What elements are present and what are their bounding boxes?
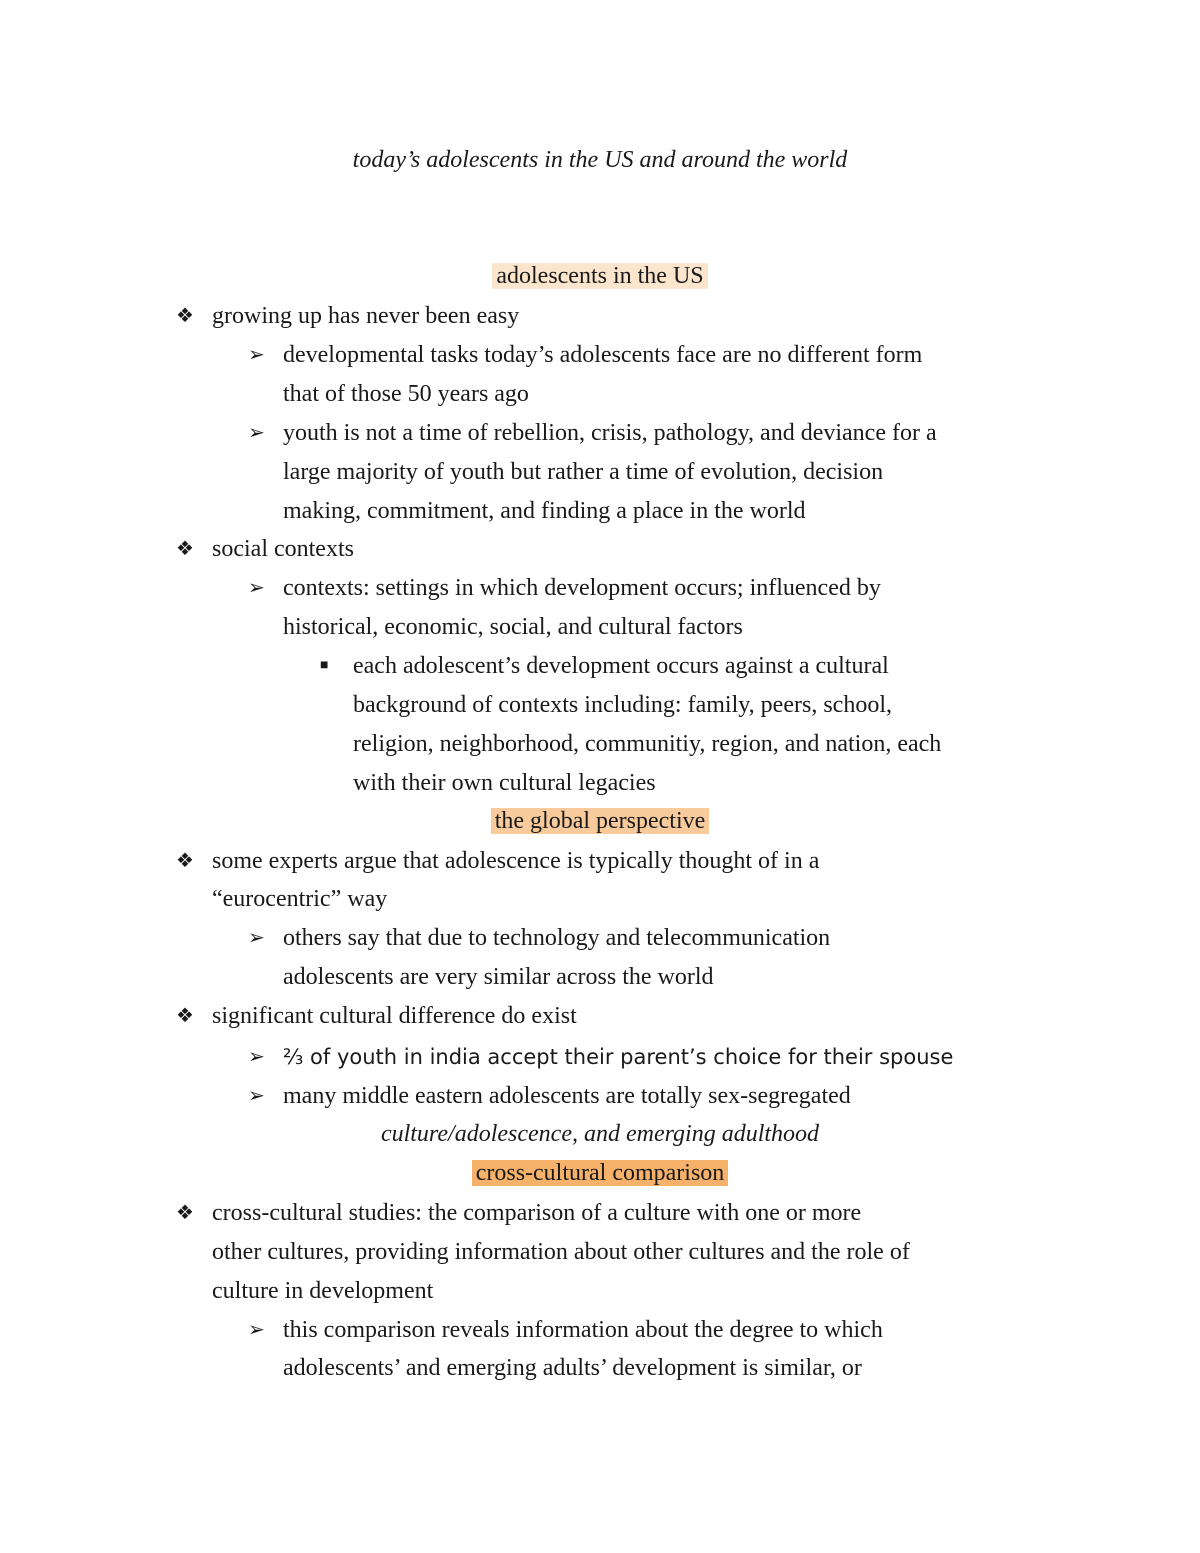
arrow-bullet-icon: ➢ — [248, 1319, 265, 1341]
sub-bullet-text: contexts: settings in which development occurs; influenced by — [283, 575, 881, 601]
diamond-bullet-icon: ❖ — [176, 1202, 194, 1224]
section-heading-global — [0, 805, 1200, 837]
arrow-bullet-icon: ➢ — [248, 422, 265, 444]
diamond-bullet-icon: ❖ — [176, 1005, 194, 1027]
arrow-bullet-icon: ➢ — [248, 1085, 265, 1107]
bullet-text: social contexts — [212, 536, 354, 562]
bullet-text: culture in development — [212, 1278, 434, 1304]
diamond-bullet-icon: ❖ — [176, 305, 194, 327]
sub-bullet-text: historical, economic, social, and cultural factors — [283, 614, 743, 640]
diamond-bullet-icon: ❖ — [176, 538, 194, 560]
section-heading-us — [0, 260, 1200, 292]
sub-sub-bullet-text: each adolescent’s development occurs against a cultural — [353, 653, 889, 679]
section-subtitle: culture/adolescence, and emerging adulthood — [380, 1121, 820, 1147]
arrow-bullet-icon: ➢ — [248, 344, 265, 366]
bullet-text: growing up has never been easy — [212, 303, 520, 329]
bullet-text: other cultures, providing information about other cultures and the role of — [212, 1239, 910, 1265]
bullet-text: significant cultural difference do exist — [212, 1003, 577, 1029]
arrow-bullet-icon: ➢ — [248, 927, 265, 949]
sub-bullet-text: that of those 50 years ago — [283, 381, 529, 407]
sub-bullet-text: making, commitment, and finding a place in the world — [283, 498, 806, 524]
sub-bullet-text: developmental tasks today’s adolescents face are no different form — [283, 342, 923, 368]
heading-text: adolescents in the US — [492, 263, 707, 289]
sub-bullet-text: youth is not a time of rebellion, crisis, pathology, and deviance for a — [283, 420, 937, 446]
sub-bullet-text: others say that due to technology and telecommunication — [283, 925, 831, 951]
document-title: today’s adolescents in the US and around the world — [352, 147, 848, 173]
sub-bullet-text: this comparison reveals information about the degree to which — [283, 1317, 883, 1343]
square-bullet-icon: ■ — [320, 658, 329, 673]
sub-sub-bullet-text: background of contexts including: family, peers, school, — [353, 692, 892, 718]
sub-bullet-text: adolescents’ and emerging adults’ development is similar, or — [283, 1355, 862, 1381]
sub-bullet-text: adolescents are very similar across the world — [283, 964, 714, 990]
arrow-bullet-icon: ➢ — [248, 577, 265, 599]
sub-sub-bullet-text: religion, neighborhood, communitiy, region, and nation, each — [353, 731, 942, 757]
sub-sub-bullet-text: with their own cultural legacies — [353, 770, 656, 796]
sub-bullet-text: large majority of youth but rather a time of evolution, decision — [283, 459, 884, 485]
bullet-text: cross-cultural studies: the comparison of a culture with one or more — [212, 1200, 862, 1226]
sub-bullet-text: many middle eastern adolescents are totally sex-segregated — [283, 1083, 851, 1109]
bullet-text: some experts argue that adolescence is typically thought of in a — [212, 848, 820, 874]
bullet-text: “eurocentric” way — [212, 886, 388, 912]
section-heading-cross-cultural — [0, 1157, 1200, 1189]
arrow-bullet-icon: ➢ — [248, 1046, 265, 1068]
heading-text: the global perspective — [491, 808, 710, 834]
diamond-bullet-icon: ❖ — [176, 850, 194, 872]
sub-bullet-text: ⅔ of youth in india accept their parent’s choice for their spouse — [283, 1045, 954, 1069]
heading-text: cross-cultural comparison — [472, 1160, 729, 1186]
